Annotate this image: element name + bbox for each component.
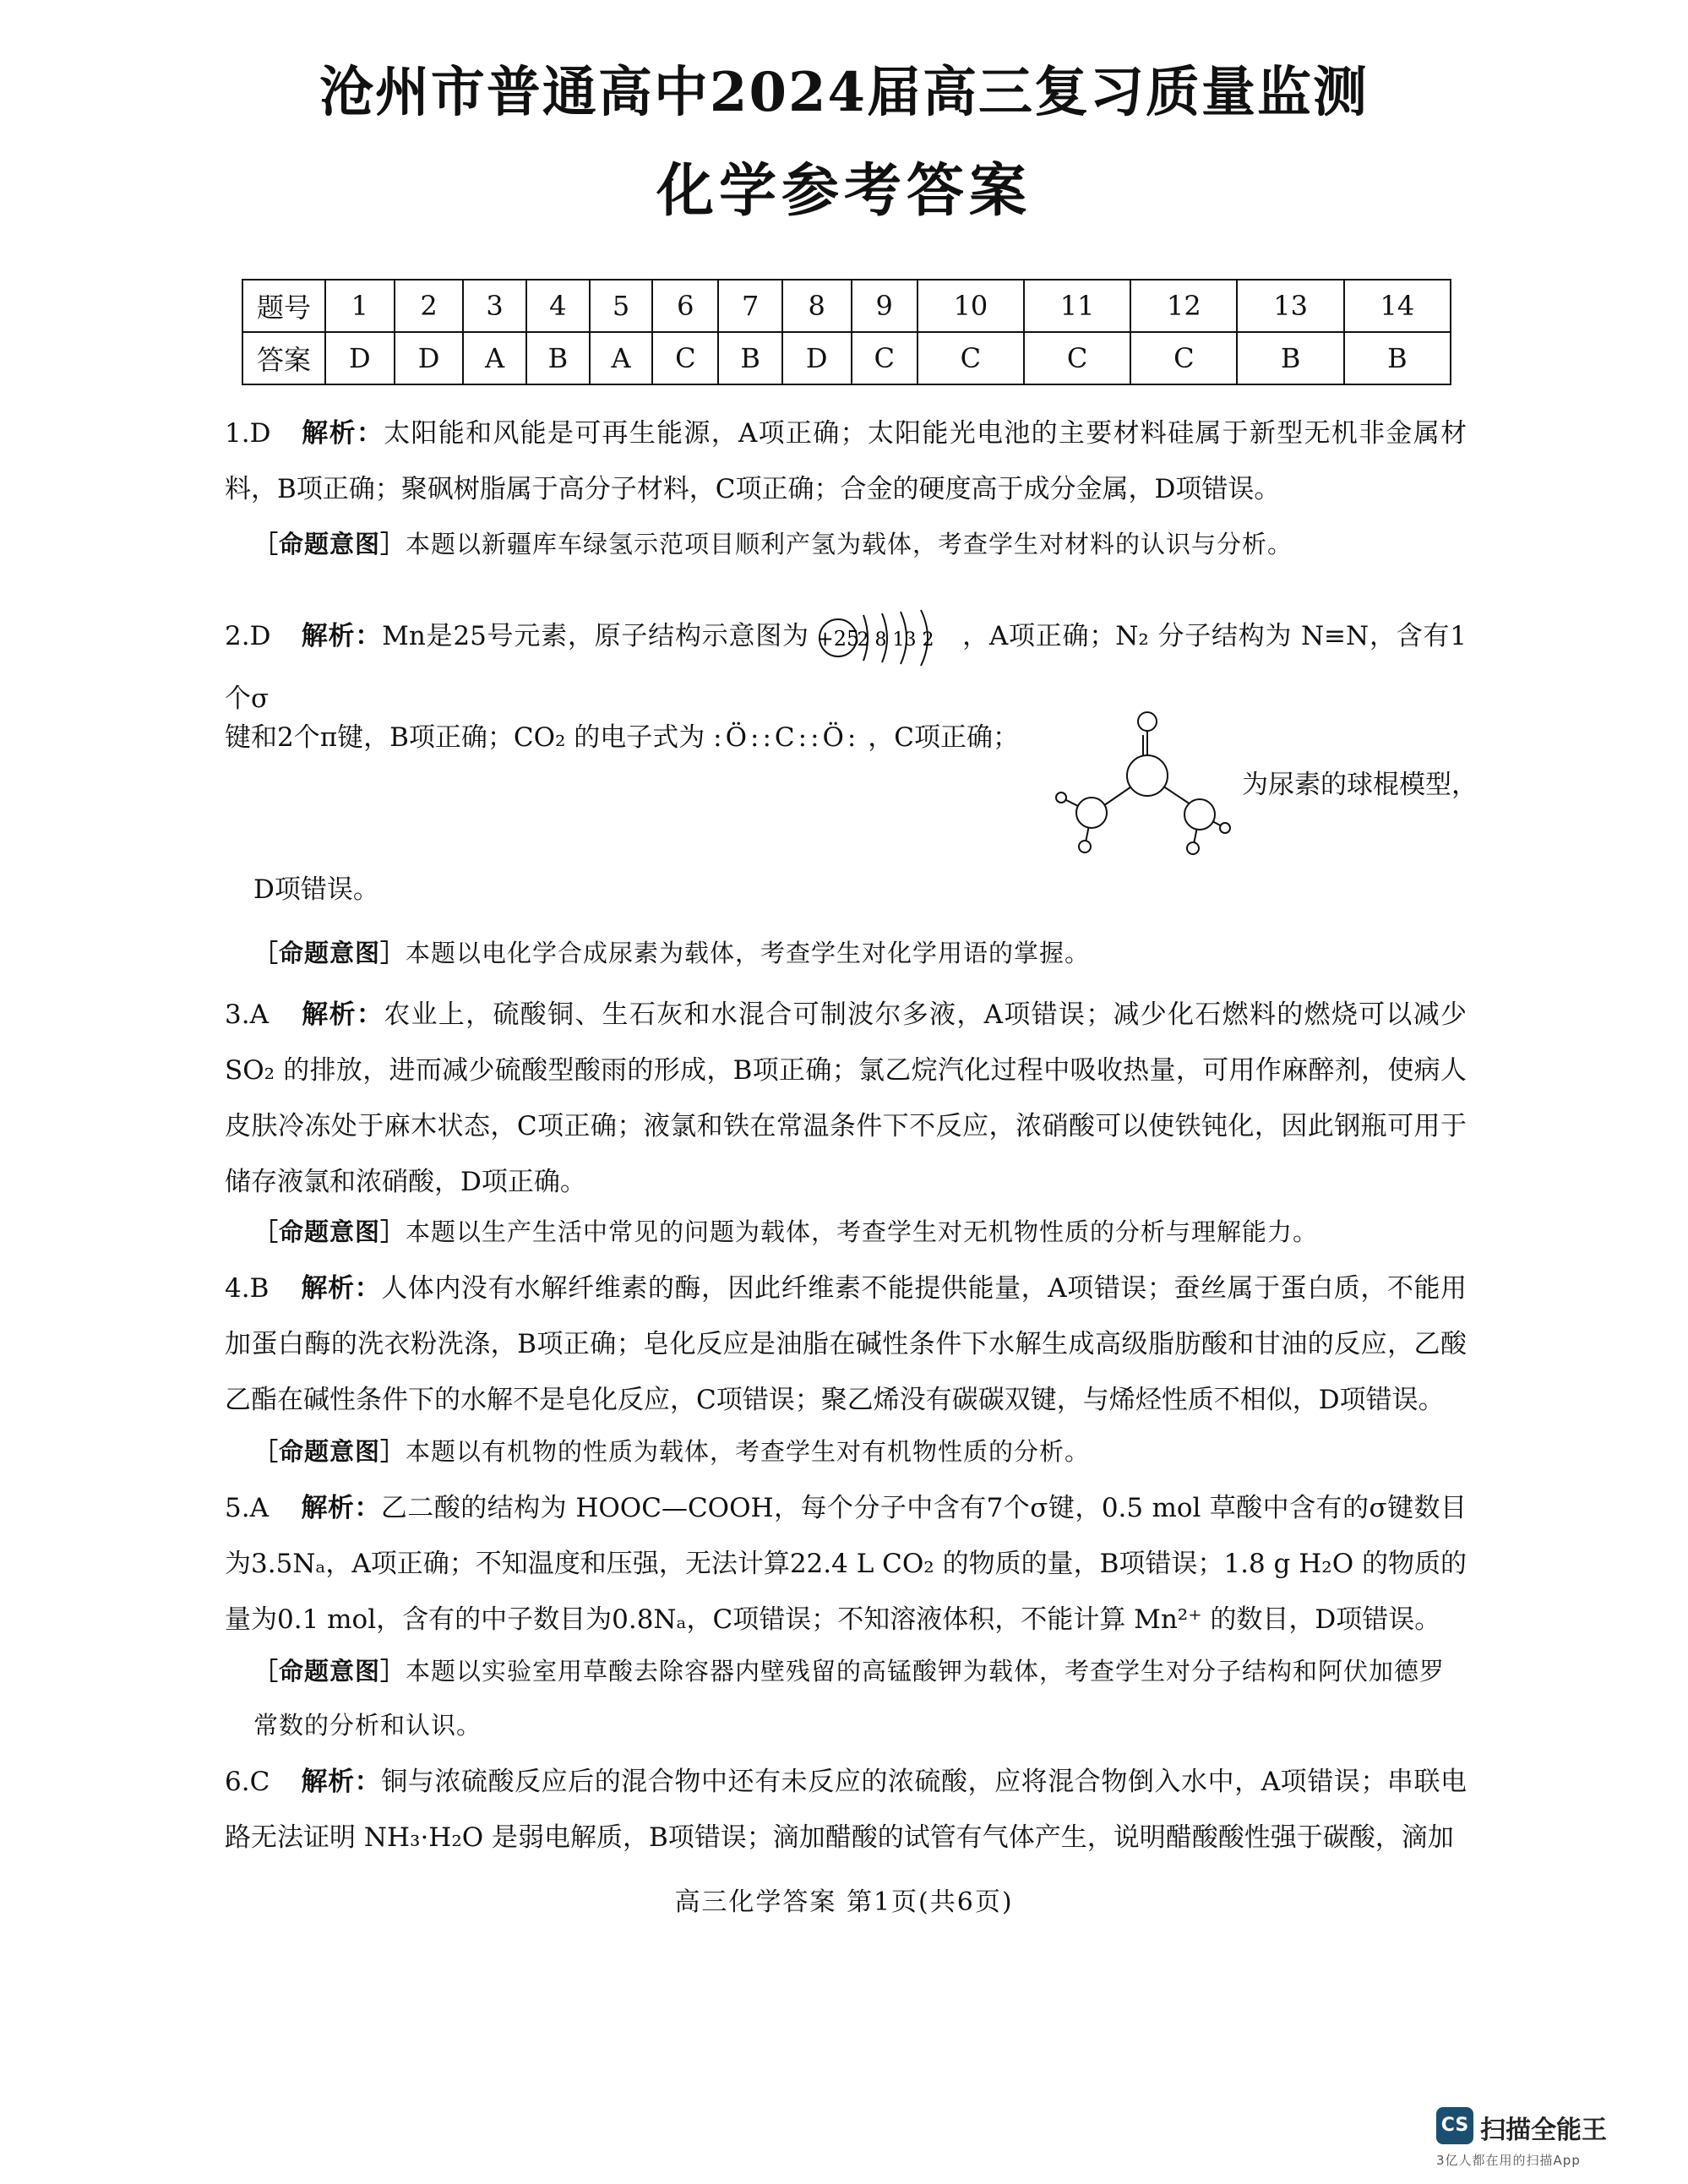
page-footer: 高三化学答案 第1页(共6页): [674, 1887, 1014, 1917]
table-cell: C: [918, 332, 1024, 384]
table-cell: C: [652, 332, 718, 384]
answer-table: [242, 279, 1451, 385]
watermark-name: 扫描全能王: [1480, 2116, 1607, 2145]
question-6: [225, 1754, 1467, 1865]
analysis-text: ，A项正确；N₂ 分子结构为 N≡N，含有1个σ: [225, 621, 1467, 714]
atom-shells-label: 2 8 13 2: [857, 629, 934, 651]
analysis-text: ，C项正确；: [868, 722, 1019, 753]
question-5: [225, 1480, 1467, 1648]
question-4: [225, 1261, 1467, 1428]
table-cell: 1: [325, 280, 395, 332]
table-cell: 5: [590, 280, 652, 332]
table-cell: 2: [395, 280, 464, 332]
table-cell: C: [852, 332, 918, 384]
table-cell: 6: [652, 280, 718, 332]
row-label: 答案: [242, 332, 325, 384]
intent-text: 本题以新疆库车绿氢示范项目顺利产氢为载体，考查学生对材料的认识与分析。: [406, 530, 1293, 558]
intent-2: [253, 926, 1467, 980]
intent-4: [253, 1424, 1467, 1479]
table-cell: 7: [718, 280, 781, 332]
analysis-label: 解析：: [301, 1767, 382, 1797]
analysis-text: Mn是25号元素，原子结构示意图为: [382, 621, 809, 651]
analysis-label: 解析：: [301, 418, 384, 449]
question-number: 5.A: [225, 1493, 269, 1523]
question-number: 1.D: [225, 418, 271, 449]
analysis-text: 键和2个π键，B项正确；CO₂ 的电子式为: [225, 722, 705, 753]
table-cell: C: [1130, 332, 1237, 384]
table-cell: D: [395, 332, 464, 384]
intent-1: [253, 517, 1467, 571]
analysis-text: 太阳能和风能是可再生能源，A项正确；太阳能光电池的主要材料硅属于新型无机非金属材料，B项正确；聚砜树脂属于高分子材料，C项正确；合金的硬度高于成分金属，D项错误。: [225, 418, 1467, 504]
document-title: 沧州市普通高中2024届高三复习质量监测: [319, 61, 1369, 124]
intent-text: 本题以有机物的性质为载体，考查学生对有机物性质的分析。: [406, 1437, 1091, 1466]
intent-text: 本题以实验室用草酸去除容器内壁残留的高锰酸钾为载体，考查学生对分子结构和阿伏加德罗常数的分析和认识。: [253, 1657, 1446, 1740]
question-2-line3: [225, 862, 1467, 918]
atom-structure-diagram: [818, 608, 953, 667]
answer-table-row-numbers: [242, 280, 1451, 332]
watermark-tagline: 3亿人都在用的扫描App: [1436, 2153, 1581, 2168]
analysis-label: 解析：: [301, 999, 384, 1030]
question-number: 2.D: [225, 621, 271, 651]
atom-nucleus-label: +25: [818, 626, 860, 651]
analysis-text: 为尿素的球棍模型，: [1242, 770, 1478, 800]
analysis-text: 铜与浓硫酸反应后的混合物中还有未反应的浓硫酸，应将混合物倒入水中，A项错误；串联电路无法证明 NH₃·H₂O 是弱电解质，B项错误；滴加醋酸的试管有气体产生，说明醋酸酸性强于碳酸，滴加: [225, 1767, 1467, 1853]
table-cell: 8: [782, 280, 852, 332]
camscanner-logo-icon: CS: [1436, 2107, 1473, 2144]
table-cell: 12: [1130, 280, 1237, 332]
document-subtitle: 化学参考答案: [656, 157, 1032, 225]
table-cell: D: [782, 332, 852, 384]
table-cell: 3: [463, 280, 525, 332]
table-cell: A: [463, 332, 525, 384]
intent-label: ［命题意图］: [253, 1437, 406, 1466]
question-number: 6.C: [225, 1767, 270, 1797]
analysis-text: 农业上，硫酸铜、生石灰和水混合可制波尔多液，A项错误；减少化石燃料的燃烧可以减少 SO₂ 的排放，进而减少硫酸型酸雨的形成，B项正确；氯乙烷汽化过程中吸收热量，可用作麻醉剂，使病人皮肤冷冻处于麻木状态，C项正确；液氯和铁在常温条件下不反应，浓硝酸可以使铁钝化，因此钢瓶可用于储存液氯和浓硝酸，D项正确。: [225, 999, 1467, 1197]
table-cell: C: [1024, 332, 1130, 384]
table-cell: 14: [1344, 280, 1451, 332]
intent-text: 本题以电化学合成尿素为载体，考查学生对化学用语的掌握。: [406, 939, 1091, 967]
question-number: 4.B: [225, 1273, 270, 1304]
analysis-text: 乙二酸的结构为 HOOC—COOH，每个分子中含有7个σ键，0.5 mol 草酸中含有的σ键数目为3.5Nₐ，A项正确；不知温度和压强，无法计算22.4 L CO₂ 的物质的量，B项错误；1.8 g H₂O 的物质的量为0.1 mol，含有的中子数目为0.8Nₐ，C项错误；不知溶液体积，不能计算 Mn²⁺ 的数目，D项错误。: [225, 1493, 1467, 1635]
table-cell: 10: [918, 280, 1024, 332]
intent-label: ［命题意图］: [253, 939, 406, 967]
row-label: 题号: [242, 280, 325, 332]
analysis-text: 人体内没有水解纤维素的酶，因此纤维素不能提供能量，A项错误；蚕丝属于蛋白质，不能用加蛋白酶的洗衣粉洗涤，B项正确；皂化反应是油脂在碱性条件下水解生成高级脂肪酸和甘油的反应，乙酸乙酯在碱性条件下的水解不是皂化反应，C项错误；聚乙烯没有碳碳双键，与烯烃性质不相似，D项错误。: [225, 1273, 1467, 1415]
table-cell: D: [325, 332, 395, 384]
table-cell: B: [526, 332, 590, 384]
urea-ball-stick-model: [1048, 710, 1233, 862]
analysis-text: D项错误。: [253, 874, 379, 905]
table-cell: 13: [1237, 280, 1343, 332]
table-cell: B: [1344, 332, 1451, 384]
table-cell: B: [718, 332, 781, 384]
question-2-line2b: [1242, 757, 1495, 813]
analysis-label: 解析：: [301, 1273, 382, 1304]
intent-label: ［命题意图］: [253, 1657, 406, 1686]
question-1: [225, 406, 1467, 517]
intent-label: ［命题意图］: [253, 530, 406, 558]
intent-3: [253, 1205, 1467, 1259]
question-number: 3.A: [225, 999, 269, 1030]
table-cell: 11: [1024, 280, 1130, 332]
intent-text: 本题以生产生活中常见的问题为载体，考查学生对无机物性质的分析与理解能力。: [406, 1217, 1319, 1246]
answer-table-row-answers: [242, 332, 1451, 384]
table-cell: 4: [526, 280, 590, 332]
analysis-label: 解析：: [301, 1493, 381, 1523]
table-cell: B: [1237, 332, 1343, 384]
intent-5: [253, 1644, 1467, 1752]
intent-label: ［命题意图］: [253, 1217, 406, 1246]
table-cell: A: [590, 332, 652, 384]
co2-electron-formula: :Ö::C::Ö:: [713, 722, 860, 753]
analysis-label: 解析：: [301, 621, 383, 651]
table-cell: 9: [852, 280, 918, 332]
question-3: [225, 987, 1467, 1210]
